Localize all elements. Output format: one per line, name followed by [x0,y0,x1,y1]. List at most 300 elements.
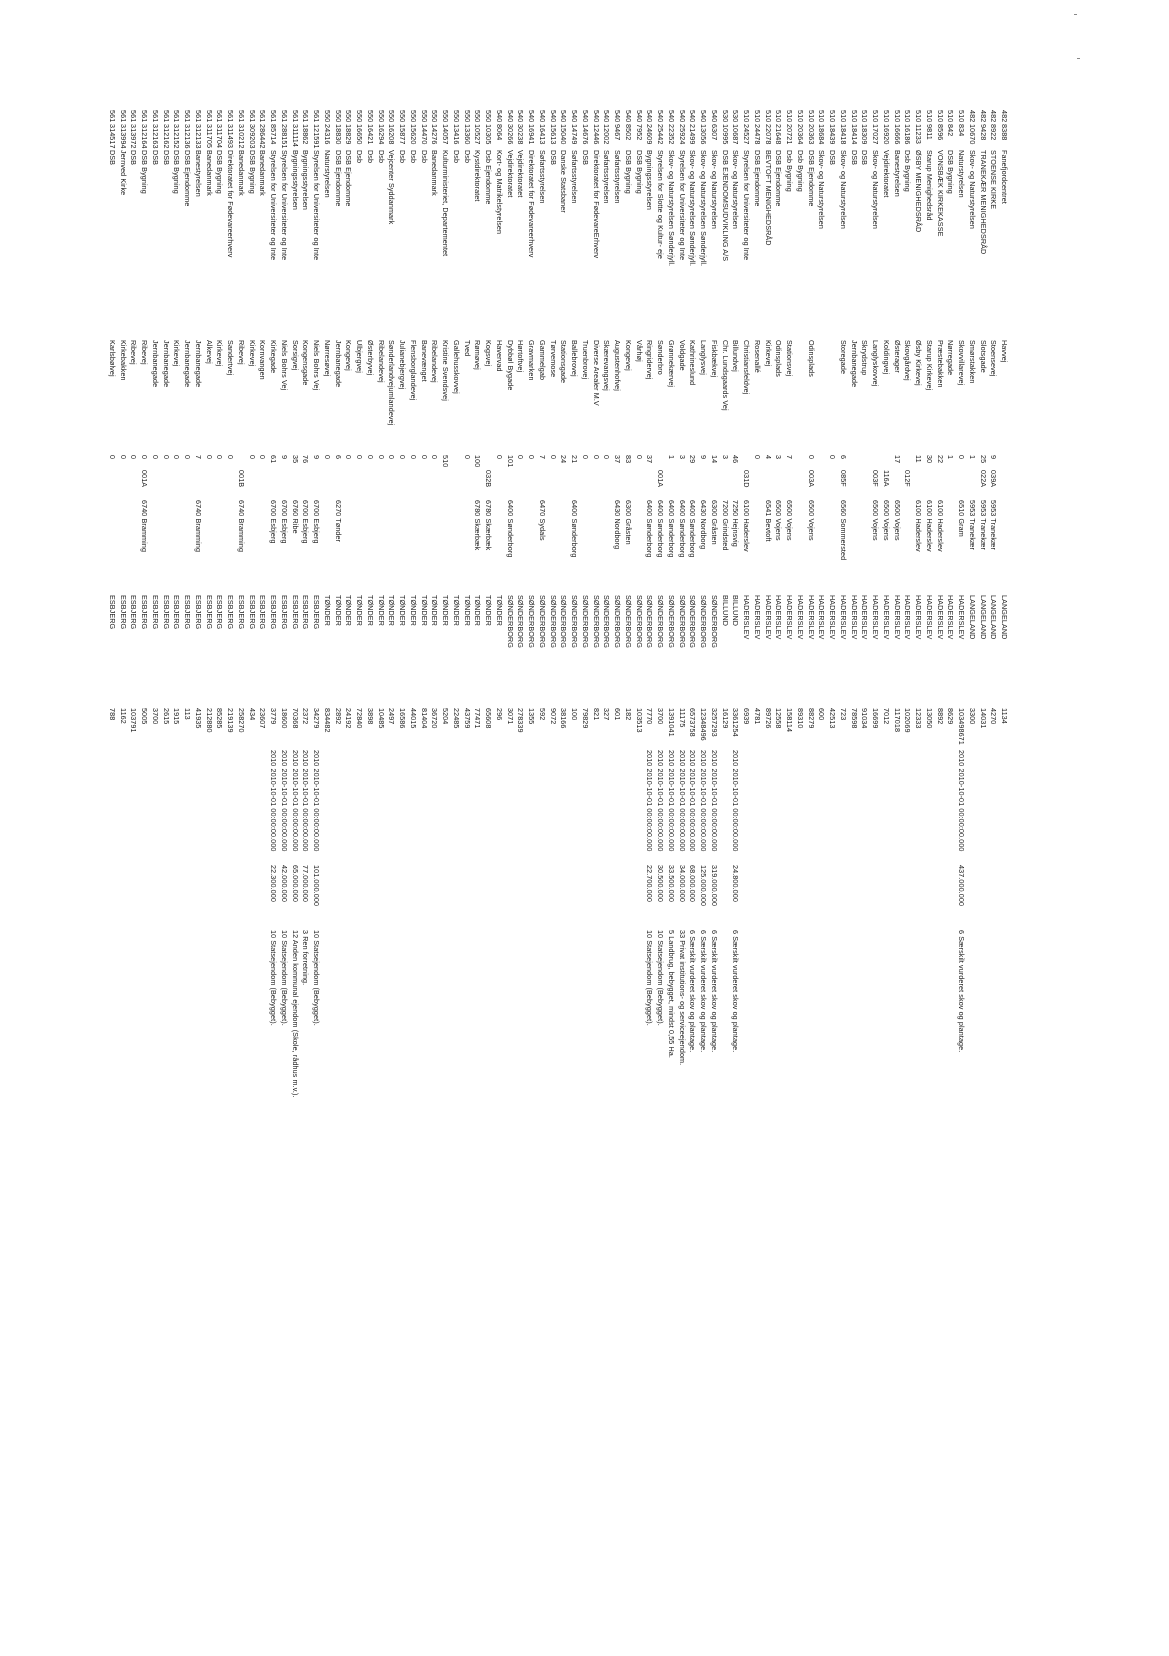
register-cell-muni: SØNDERBORG [613,595,623,648]
register-cell-owner: DSB Ejendomme [806,150,816,207]
register-cell-type: 13360 [462,124,472,145]
register-cell-addr: Kirkebakken [118,340,128,381]
register-cell-type: 16941 [527,124,537,145]
register-cell-owner: Dsb Bygning [795,150,805,192]
register-cell-area: 723 [838,708,848,721]
register-cell-num: 3 [720,455,730,460]
register-cell-num: 0 [376,455,386,460]
register-cell-area: 44015 [408,708,418,729]
scan-mark [1074,14,1077,15]
register-cell-region: 550 [484,110,494,123]
register-cell-addr: Starup Kirkevej [924,340,934,391]
register-cell-type: 30238 [516,124,526,145]
register-cell-area: 3779 [269,708,279,725]
register-cell-owner: VONSBÆK KIRKEKASSE [935,150,945,237]
register-cell-region: 540 [494,110,504,123]
register-cell-owner: Direktoratet for Fødevareerhverv [226,150,236,258]
register-cell-addr: Sønderlandvejumlandevej [387,340,397,426]
register-cell-city: 6780 Skærbæk [473,500,483,551]
register-cell-num: 17 [892,455,902,464]
register-cell-let: 012F [903,470,913,487]
register-cell-owner: DSB EJENDOMSUDVIKLING A/S [720,150,730,262]
register-cell-num: 0 [344,455,354,460]
register-cell-addr: Rømøvej [473,340,483,370]
register-cell-cls: 6 Særskilt vurderet skov og plantage. [699,930,709,1053]
register-cell-city: 5953 Tranekær [989,500,999,551]
register-cell-region: 540 [505,110,515,123]
register-cell-muni: TØNDER [430,595,440,626]
register-cell-date: 2010 2010-10-01 00:00:00.000 [731,750,741,852]
register-cell-region: 561 [129,110,139,123]
register-cell-area: 89726 [763,708,773,729]
register-cell-type: 311493 [226,124,236,149]
register-cell-region: 540 [677,110,687,123]
register-cell-region: 510 [860,110,870,123]
register-cell-owner: Søfartsstyrelsen [537,150,547,204]
register-cell-muni: SØNDERBORG [548,595,558,648]
register-cell-owner: DSB Bygning [140,150,150,194]
register-cell-region: 510 [817,110,827,123]
register-cell-muni: SØNDERBORG [645,595,655,648]
register-cell-region: 550 [322,110,332,123]
register-cell-type: 21499 [688,124,698,145]
register-cell-region: 540 [548,110,558,123]
register-cell-cls: 10 Statsejendom (Bebygget). [279,930,289,1026]
register-cell-muni: HADERSLEV [860,595,870,640]
register-cell-value: 42.000.000 [279,865,289,902]
register-cell-num: 0 [462,455,472,460]
register-cell-city: 6400 Sønderborg [656,500,666,558]
register-cell-city: 6400 Sønderborg [505,500,515,558]
register-cell-owner: Starup Menighedsråd [924,150,934,221]
register-cell-num: 25 [978,455,988,464]
register-cell-addr: Vårhøj [634,340,644,362]
register-cell-city: 6400 Sønderborg [688,500,698,558]
register-cell-muni: HADERSLEV [924,595,934,640]
register-cell-num: 9 [279,455,289,460]
register-cell-type: 16186 [903,124,913,145]
register-cell-owner: DSB Bygning [946,150,956,194]
register-cell-num: 0 [494,455,504,460]
register-cell-owner: Kystdirektoratet [473,150,483,202]
register-cell-type: 16650 [355,124,365,145]
register-cell-muni: ESBJERG [108,595,117,630]
register-cell-area: 16699 [871,708,881,729]
register-cell-muni: HADERSLEV [742,595,752,640]
register-cell-city: 6400 Sønderborg [570,500,580,558]
register-cell-type: 20363 [806,124,816,145]
register-cell-area: 3898 [365,708,375,725]
register-cell-let: 001A [656,470,666,488]
register-cell-region: 510 [871,110,881,123]
register-cell-addr: Ulbjergvej [355,340,365,373]
register-cell-muni: BILLUND [720,595,730,627]
register-cell-city: 6430 Nordborg [699,500,709,550]
register-cell-muni: TØNDER [451,595,461,626]
register-cell-area: 85285 [215,708,225,729]
register-cell-area: 182 [623,708,633,721]
register-cell-city: 6510 Gram [957,500,966,537]
register-cell-region: 550 [419,110,429,123]
register-cell-num: 7 [785,455,795,460]
register-cell-region: 561 [279,110,289,123]
register-cell-let: 116A [881,470,891,487]
register-cell-date: 2010 2010-10-01 00:00:00.000 [301,750,311,852]
register-cell-value: 33.500.000 [666,865,676,902]
register-cell-owner: Dsb [451,150,461,164]
register-cell-muni: LANGELAND [978,595,988,640]
register-cell-muni: HADERSLEV [914,595,924,640]
register-cell-type: 24527 [742,124,752,145]
register-cell-type: 20364 [795,124,805,145]
register-cell-addr: Stoensevej [989,340,999,377]
register-cell-area: 77471 [473,708,483,729]
register-cell-owner: Danske Statsbaner [559,150,569,213]
register-cell-city: 6470 Sydals [537,500,547,541]
register-cell-muni: SØNDERBORG [580,595,590,648]
register-cell-owner: Styrelsen for Slotte og Kultur- eje [656,150,666,259]
register-cell-owner: Dsb Ejendomme [484,150,494,205]
register-cell-region: 540 [613,110,623,123]
register-cell-num: 30 [924,455,934,464]
register-cell-area: 13050 [924,708,934,729]
register-cell-owner: Dsb [365,150,375,164]
register-cell-area: 2615 [161,708,171,725]
register-cell-num: 0 [204,455,214,460]
register-cell-muni: HADERSLEV [935,595,945,640]
register-cell-muni: HADERSLEV [774,595,784,640]
register-cell-muni: ESBJERG [118,595,128,630]
register-cell-type: 18684 [817,124,827,145]
register-cell-area: 1134 [1000,708,1009,724]
register-cell-date: 2010 2010-10-01 00:00:00.000 [645,750,655,852]
register-cell-area: 38166 [559,708,569,729]
register-cell-area: 70368 [290,708,300,729]
register-cell-owner: DSB [548,150,558,166]
register-cell-area: 4781 [752,708,762,725]
register-cell-muni: TØNDER [376,595,386,626]
register-cell-cls: 6 Særskilt vurderet skov og plantage. [709,930,719,1053]
register-cell-value: 24.800.000 [731,865,741,902]
register-cell-region: 561 [183,110,193,123]
register-cell-muni: LANGELAND [989,595,999,640]
register-cell-value: 125.000.000 [699,865,709,907]
register-cell-owner: Banedanmark [258,150,268,196]
register-cell-city: 6780 Skærbæk [484,500,494,551]
register-cell-type: 842 [946,124,956,137]
register-cell-area: 6573758 [688,708,698,737]
register-cell-type: 10670 [967,124,977,145]
register-cell-num: 46 [731,455,741,464]
register-cell-num: 510 [441,455,451,468]
register-cell-area: 12558 [774,708,784,729]
register-cell-addr: Kirkevej [172,340,182,367]
register-cell-date: 2010 2010-10-01 00:00:00.000 [290,750,300,852]
register-cell-addr: Gravmarken [527,340,537,381]
register-cell-muni: ESBJERG [258,595,268,630]
register-cell-owner: Skov- og Naturstyrelsen [817,150,827,229]
register-cell-cls: 6 Særskilt vurderet skov og plantage. [688,930,698,1053]
register-cell-muni: SØNDERBORG [677,595,687,648]
register-cell-area: 42513 [828,708,838,729]
register-cell-muni: ESBJERG [172,595,182,630]
register-cell-num: 0 [828,455,838,460]
register-cell-muni: SØNDERBORG [505,595,515,648]
register-cell-owner: Banedanmark [204,150,214,196]
register-cell-num: 9 [312,455,322,460]
register-cell-area: 103513 [634,708,644,733]
register-cell-cls: 6 Særskilt vurderet skov og plantage. [957,930,966,1053]
register-cell-num: 0 [408,455,418,460]
register-cell-muni: HADERSLEV [903,595,913,640]
register-cell-region: 510 [957,110,966,123]
register-cell-region: 530 [720,110,730,123]
register-cell-area: 258270 [236,708,246,733]
register-cell-addr: Ribevej [129,340,139,365]
register-cell-addr: Ballebrovej [570,340,580,377]
register-cell-num: 29 [688,455,698,464]
register-cell-owner: Banedanmark [430,150,440,196]
register-cell-city: 6740 Bramming [236,500,246,553]
register-cell-city: 6100 Haderslev [914,500,924,552]
register-cell-type: 17027 [871,124,881,145]
register-cell-region: 550 [462,110,472,123]
register-cell-muni: SØNDERBORG [666,595,676,648]
register-cell-owner: DSB [849,150,859,166]
register-cell-num: 22 [935,455,945,464]
register-cell-addr: Jernbanegade [849,340,859,388]
register-cell-date: 2010 2010-10-01 00:00:00.000 [656,750,666,852]
register-cell-owner: Direktoratet for FødevareErhverv [591,150,601,259]
register-cell-muni: SØNDERBORG [516,595,526,648]
register-cell-muni: TØNDER [333,595,343,626]
register-cell-date: 2010 2010-10-01 00:00:00.000 [312,750,322,852]
register-cell-city: 6500 Vojens [785,500,795,541]
register-cell-addr: Grønnekærvej [666,340,676,388]
register-cell-addr: Odinsplads [774,340,784,377]
register-cell-addr: Christiansfeldvej [742,340,752,395]
register-cell-region: 482 [978,110,988,123]
register-cell-addr: Jernbanegade [183,340,193,388]
register-cell-owner: DSB Bygning [634,150,644,194]
register-cell-num: 0 [387,455,397,460]
register-cell-muni: HADERSLEV [817,595,827,640]
register-cell-addr: Augustenhofvej [613,340,623,391]
register-cell-owner: DSB [580,150,590,166]
register-cell-type: 11233 [914,124,924,144]
register-cell-muni: ESBJERG [204,595,214,630]
register-cell-cls: 5 Landbrug, bebygget, mindst 0,55 Ha. [666,930,676,1058]
register-cell-region: 561 [301,110,311,123]
register-cell-addr: Diverse Arealer M.V [591,340,601,406]
register-cell-region: 540 [527,110,537,123]
register-cell-num: 0 [150,455,160,460]
register-cell-type: 16920 [881,124,891,145]
register-cell-region: 510 [763,110,773,123]
register-cell-area: 327 [602,708,612,721]
register-cell-num: 0 [634,455,644,460]
register-cell-owner: Søfartsstyrelsen [570,150,580,204]
register-cell-region: 550 [408,110,418,123]
register-cell-addr: Jernbanegade [193,340,203,388]
register-cell-region: 540 [537,110,547,123]
register-cell-owner: DSB Bygning [215,150,225,194]
register-cell-addr: Kirkevej [247,340,257,367]
register-cell-type: 286442 [258,124,268,149]
register-cell-owner: Skov- og Naturstyrelsen Sønderjyll. [688,150,698,267]
register-cell-addr: Skærevangsvej [602,340,612,391]
register-cell-area: 2892 [333,708,343,725]
register-cell-type: 15877 [398,124,408,145]
register-cell-city: 6270 Tønder [333,500,343,543]
register-cell-area: 117018 [892,708,902,733]
register-cell-owner: Vejdirektoratet [881,150,891,198]
register-cell-type: 24609 [645,124,655,145]
register-cell-muni: ESBJERG [193,595,203,630]
register-cell-let: 003F [871,470,881,487]
register-cell-addr: Storegade [838,340,848,375]
register-cell-num: 37 [613,455,623,464]
register-cell-owner: DSB [161,150,171,166]
register-cell-type: 12002 [602,124,612,145]
register-cell-owner: DSB Ejendomme [774,150,784,207]
register-cell-area: 18600 [279,708,289,729]
register-cell-region: 540 [580,110,590,123]
register-cell-type: 22078 [763,124,773,145]
register-cell-type: 313994 [118,124,128,149]
register-cell-muni: HADERSLEV [871,595,881,640]
register-cell-owner: Fanefjordcentret [1000,150,1009,204]
register-cell-type: 9428 [978,124,988,141]
register-cell-region: 561 [118,110,128,123]
register-cell-addr: Hørtoftvej [516,340,526,373]
register-cell-num: 1 [666,455,676,460]
register-cell-region: 540 [591,110,601,123]
register-cell-value: 319.000.000 [709,865,719,907]
register-cell-area: 278339 [516,708,526,733]
register-cell-addr: Jernbanegade [150,340,160,388]
register-cell-area: 834482 [322,708,332,733]
register-cell-muni: ESBJERG [215,595,225,630]
register-cell-region: 561 [236,110,246,123]
register-cell-region: 510 [935,110,945,123]
register-cell-owner: TRANEKÆR MENIGHEDSRÅD [978,150,988,255]
register-cell-owner: Skov- og Naturstyrelsen [838,150,848,229]
register-cell-addr: Niels Bohrs Vej [279,340,289,391]
register-cell-owner: Skov- og Naturstyrelsen [871,150,881,229]
register-cell-addr: Jernbanegade [333,340,343,388]
register-cell-region: 482 [989,110,999,123]
register-cell-cls: 33 Privat institutions- og serviceejendom. [677,930,687,1066]
register-cell-owner: Jernved Kirke [118,150,128,196]
register-cell-muni: HADERSLEV [892,595,902,640]
register-cell-num: 24 [559,455,569,464]
register-cell-type: 16294 [376,124,386,145]
register-cell-city: 7200 Grindsted [720,500,730,551]
register-cell-type: 24478 [752,124,762,145]
register-cell-owner: Bygningsstyrelsen [301,150,311,211]
register-cell-num: 7 [193,455,203,460]
register-cell-type: 12446 [591,124,601,145]
register-cell-muni: ESBJERG [140,595,150,630]
register-cell-city: 5953 Tranekær [978,500,988,551]
register-cell-addr: Stationsvej [785,340,795,377]
register-cell-num: 1 [946,455,956,460]
register-cell-muni: HADERSLEV [785,595,795,640]
register-cell-owner: Dsb Bygning [903,150,913,192]
register-cell-cls: 6 Særskilt vurderet skov og plantage. [731,930,741,1053]
register-cell-region: 510 [849,110,859,123]
register-cell-addr: Kornvangen [258,340,268,380]
register-cell-region: 510 [881,110,891,123]
register-cell-region: 510 [806,110,816,123]
register-cell-type: 15620 [408,124,418,145]
register-cell-muni: TØNDER [484,595,494,626]
register-cell-addr: Smørstakken [967,340,977,384]
register-cell-type: 14749 [570,124,580,145]
register-cell-type: 22352 [666,124,676,145]
register-cell-city: 6100 Haderslev [742,500,752,552]
register-cell-city: 6760 Ribe [290,500,300,534]
register-cell-type: 311114 [290,124,300,147]
register-cell-addr: Havervad [494,340,504,372]
register-cell-addr: Niels Bohrs Vej [312,340,322,391]
register-cell-region: 550 [473,110,483,123]
register-cell-owner: DSB Ejendomme [752,150,762,207]
register-cell-num: 3 [774,455,784,460]
register-cell-area: 7012 [881,708,891,725]
register-cell-value: 22.700.000 [645,865,655,902]
register-cell-region: 510 [838,110,848,123]
register-cell-owner: DSB Bygning [623,150,633,194]
register-cell-addr: Karlsbølvej [108,340,117,377]
register-cell-type: 10305 [484,124,494,145]
register-cell-region: 510 [914,110,924,123]
register-cell-muni: SØNDERBORG [559,595,569,648]
register-cell-date: 2010 2010-10-01 00:00:00.000 [688,750,698,852]
register-cell-owner: Styrelsen for Universiteter og Inte [269,150,279,261]
register-cell-addr: Koldingvej [881,340,891,375]
register-cell-num: 0 [548,455,558,460]
register-cell-area: 79829 [580,708,590,729]
register-cell-city: 6500 Vojens [892,500,902,541]
register-cell-date: 2010 2010-10-01 00:00:00.000 [709,750,719,852]
register-cell-addr: Nørresøvej [322,340,332,377]
register-cell-cls: 10 Statsejendom (Bebygget). [312,930,322,1026]
register-cell-city: 6300 Gråsten [623,500,633,545]
register-cell-num: 9 [989,455,999,460]
register-cell-owner: STOENSE KIRKE [989,150,999,210]
register-cell-type: 14470 [419,124,429,145]
register-cell-owner: DSB Bygning [247,150,257,194]
register-cell-num: 0 [247,455,257,460]
register-cell-owner: Bygningsstyrelsen [290,150,300,211]
register-cell-addr: Tørvemose [548,340,558,378]
register-cell-type: 8922 [989,124,999,141]
register-cell-owner: Dsb [398,150,408,164]
register-cell-num: 0 [419,455,429,460]
register-cell-region: 561 [150,110,160,123]
register-cell-type: 311705 [204,124,214,149]
register-cell-addr: Østerager [892,340,902,373]
register-cell-num: 0 [108,455,117,460]
register-cell-owner: Naturstyrelsen [957,150,966,198]
register-cell-muni: ESBJERG [247,595,257,630]
register-cell-region: 510 [924,110,934,123]
register-cell-num: 7 [537,455,547,460]
register-cell-area: 2497 [387,708,397,725]
register-cell-owner: Styrelsen for Universiteter og Inte [677,150,687,261]
